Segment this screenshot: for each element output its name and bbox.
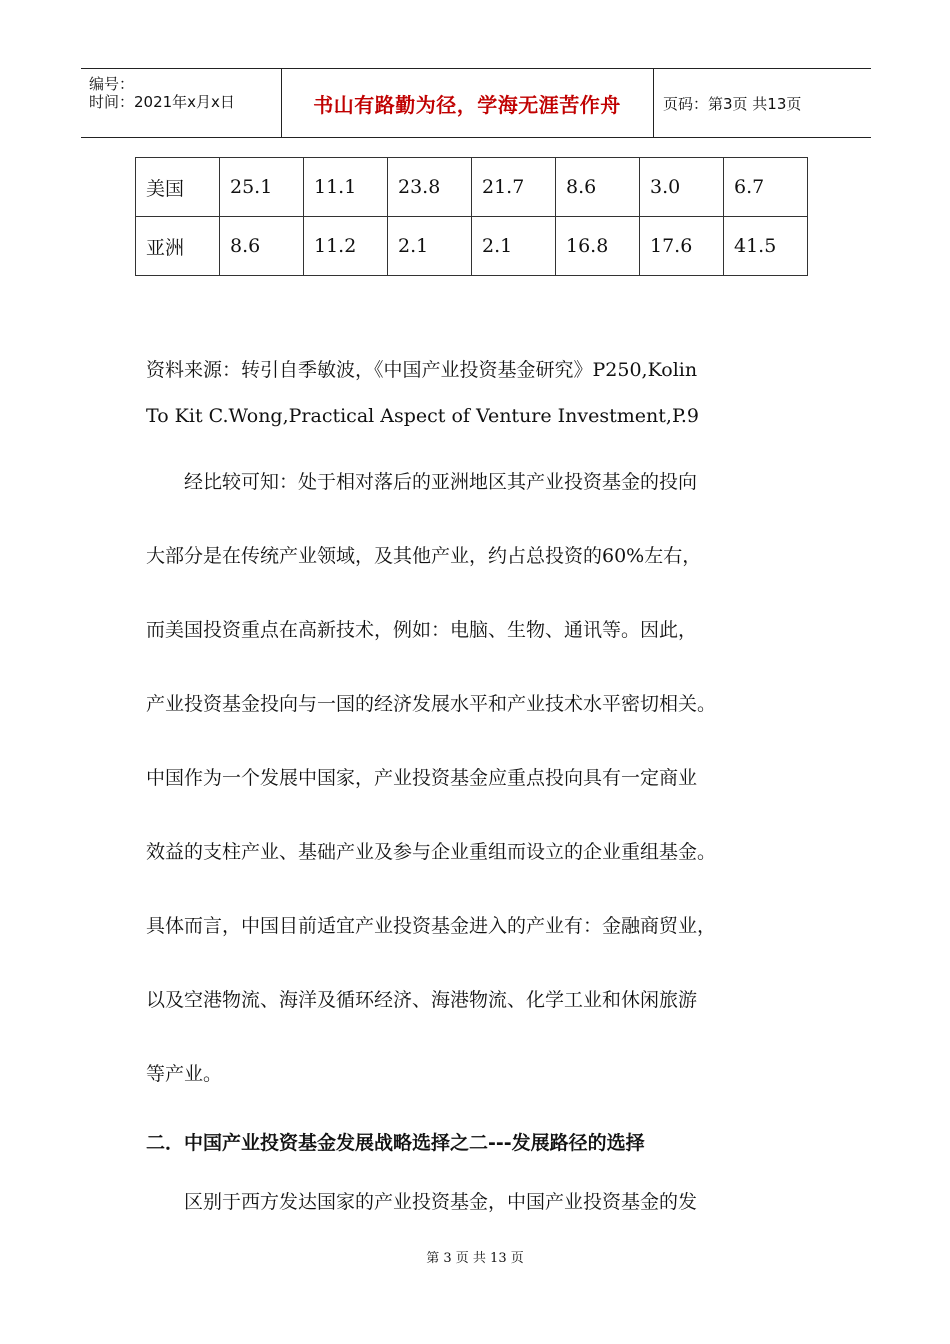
table-cell: 11.1: [304, 158, 388, 217]
table-cell: 17.6: [640, 217, 724, 276]
table-cell: 3.0: [640, 158, 724, 217]
source-line-1: 资料来源：转引自季敏波，《中国产业投资基金研究》P250,Kolin: [146, 359, 698, 381]
table-cell: 23.8: [388, 158, 472, 217]
table-cell: 11.2: [304, 217, 388, 276]
table-row: [136, 217, 808, 276]
section-heading: 二．中国产业投资基金发展战略选择之二---发展路径的选择: [146, 1132, 645, 1154]
paragraph-line: 大部分是在传统产业领域，及其他产业，约占总投资的60%左右，: [146, 545, 702, 567]
table-cell: 16.8: [556, 217, 640, 276]
page-footer: 第 3 页 共 13 页: [426, 1251, 524, 1266]
page-info: 页码：第3页 共13页: [663, 94, 802, 113]
table-row: [136, 158, 808, 217]
header-meta: [81, 69, 282, 137]
row-label: 美国: [136, 158, 220, 217]
paragraph-line: 产业投资基金投向与一国的经济发展水平和产业技术水平密切相关。: [146, 693, 717, 715]
table-cell: 2.1: [472, 217, 556, 276]
row-label: 亚洲: [136, 217, 220, 276]
paragraph-line: 具体而言，中国目前适宜产业投资基金进入的产业有：金融商贸业，: [146, 915, 717, 937]
paragraph-line: 而美国投资重点在高新技术，例如：电脑、生物、通讯等。因此，: [146, 619, 698, 641]
number-label: 编号：: [89, 75, 135, 93]
paragraph-line: 等产业。: [146, 1063, 223, 1085]
source-line-2: To Kit C.Wong,Practical Aspect of Venture Investment,P.9: [146, 405, 700, 427]
paragraph-line: 中国作为一个发展中国家，产业投资基金应重点投向具有一定商业: [146, 767, 698, 789]
table-cell: 41.5: [724, 217, 808, 276]
table-cell: 8.6: [220, 217, 304, 276]
time-label: 时间：2021年x月x日: [89, 93, 235, 111]
data-table: [135, 157, 808, 276]
paragraph-line: 经比较可知：处于相对落后的亚洲地区其产业投资基金的投向: [146, 471, 698, 493]
table-cell: 2.1: [388, 217, 472, 276]
paragraph-line: 以及空港物流、海洋及循环经济、海港物流、化学工业和休闲旅游: [146, 989, 698, 1011]
motto: 书山有路勤为径，学海无涯苦作舟: [313, 92, 621, 117]
paragraph-line: 效益的支柱产业、基础产业及参与企业重组而设立的企业重组基金。: [146, 841, 717, 863]
header-motto-cell: [281, 69, 654, 137]
table-cell: 6.7: [724, 158, 808, 217]
table-cell: 8.6: [556, 158, 640, 217]
table-cell: 25.1: [220, 158, 304, 217]
paragraph-line: 区别于西方发达国家的产业投资基金，中国产业投资基金的发: [146, 1191, 698, 1213]
table-cell: 21.7: [472, 158, 556, 217]
page-header: [81, 68, 871, 138]
